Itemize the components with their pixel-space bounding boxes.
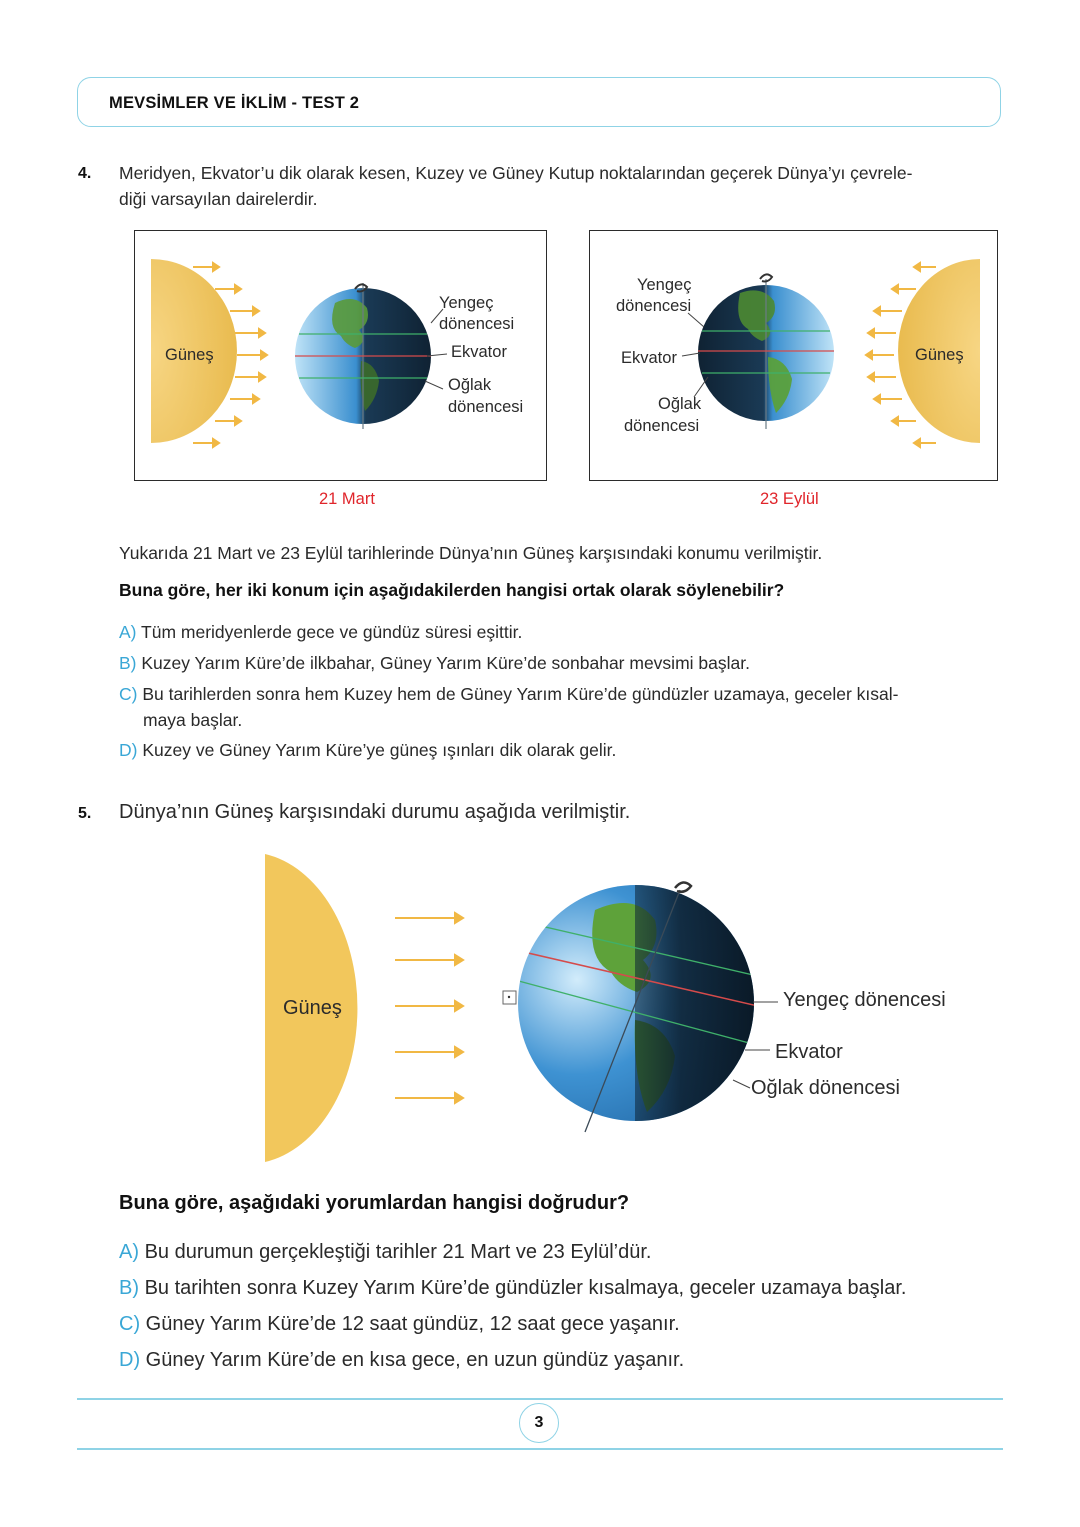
question-4-option-b[interactable] (119, 650, 750, 676)
option-text: Tüm meridyenlerde gece ve gündüz süresi eşittir. (141, 622, 523, 642)
option-text: Kuzey Yarım Küre’de ilkbahar, Güney Yarım Küre’de sonbahar mevsimi başlar. (141, 653, 750, 673)
ekvator-label: Ekvator (621, 349, 677, 367)
date-23-eylul: 23 Eylül (760, 490, 819, 508)
option-text: Güney Yarım Küre’de 12 saat gündüz, 12 saat gece yaşanır. (145, 1313, 680, 1335)
option-letter: C) (119, 1313, 141, 1335)
question-5-intro: Dünya’nın Güneş karşısındaki durumu aşağıda verilmiştir. (119, 801, 631, 823)
option-letter: B) (119, 1277, 139, 1299)
date-21-mart: 21 Mart (319, 490, 375, 508)
option-letter: C) (119, 684, 138, 704)
footer-divider-top (77, 1398, 1003, 1400)
question-5-option-a[interactable] (119, 1239, 651, 1265)
option-letter: D) (119, 740, 138, 760)
ekvator-label: Ekvator (451, 343, 507, 361)
option-letter: D) (119, 1349, 141, 1371)
question-5-option-c[interactable] (119, 1311, 680, 1337)
option-letter: A) (119, 622, 137, 642)
sun-label: Güneş (915, 346, 964, 364)
yengec-label-line2: dönencesi (616, 297, 692, 315)
question-4-option-c[interactable] (119, 681, 898, 707)
question-5-number: 5. (78, 805, 92, 822)
oglak-label-line2: dönencesi (624, 417, 700, 435)
option-text: Kuzey ve Güney Yarım Küre’ye güneş ışınları dik olarak gelir. (142, 740, 617, 760)
option-text: Bu tarihlerden sonra hem Kuzey hem de Güney Yarım Küre’de gündüzler uzamaya, geceler kısal- (142, 684, 899, 704)
question-4-option-a[interactable] (119, 619, 522, 645)
question-5-option-d[interactable] (119, 1347, 684, 1373)
oglak-label-line1: Oğlak (658, 395, 702, 413)
question-4-intro-line2: diği varsayılan dairelerdir. (119, 189, 318, 209)
option-letter: A) (119, 1241, 139, 1263)
yengec-label-line1: Yengeç (637, 276, 692, 294)
page-number: 3 (519, 1403, 559, 1443)
option-text: Bu durumun gerçekleştiği tarihler 21 Mart ve 23 Eylül’dür. (144, 1241, 652, 1263)
question-4-statement: Yukarıda 21 Mart ve 23 Eylül tarihlerinde Dünya’nın Güneş karşısındaki konumu verilmiştir. (119, 543, 823, 563)
question-4-number: 4. (78, 165, 92, 182)
question-4-intro-line1: Meridyen, Ekvator’u dik olarak kesen, Kuzey ve Güney Kutup noktalarından geçerek Dünya’yı çevrele- (119, 163, 913, 183)
q5-oglak-label: Oğlak dönencesi (751, 1077, 900, 1099)
oglak-label-line1: Oğlak (448, 376, 492, 394)
figure-21-mart (134, 230, 547, 481)
figure-23-eylul (589, 230, 998, 481)
footer-divider-bottom (77, 1448, 1003, 1450)
q5-ekvator-label: Ekvator (775, 1041, 843, 1063)
q5-yengec-label: Yengeç dönencesi (783, 989, 946, 1011)
option-text: Güney Yarım Küre’de en kısa gece, en uzun gündüz yaşanır. (145, 1349, 685, 1371)
q5-sun-label: Güneş (283, 997, 342, 1019)
test-header (77, 77, 1001, 127)
test-title: MEVSİMLER VE İKLİM - TEST 2 (109, 94, 360, 112)
question-4-option-d[interactable] (119, 737, 616, 763)
question-4-option-c-line2: maya başlar. (143, 710, 243, 730)
question-5-prompt: Buna göre, aşağıdaki yorumlardan hangisi doğrudur? (119, 1192, 630, 1214)
question-4-prompt: Buna göre, her iki konum için aşağıdakilerden hangisi ortak olarak söylenebilir? (119, 580, 785, 600)
yengec-label-line1: Yengeç (439, 294, 494, 312)
yengec-label-line2: dönencesi (439, 315, 515, 333)
option-letter: B) (119, 653, 137, 673)
sun-label: Güneş (165, 346, 214, 364)
question-5-option-b[interactable] (119, 1275, 906, 1301)
option-text: Bu tarihten sonra Kuzey Yarım Küre’de gündüzler kısalmaya, geceler uzamaya başlar. (144, 1277, 907, 1299)
oglak-label-line2: dönencesi (448, 398, 524, 416)
